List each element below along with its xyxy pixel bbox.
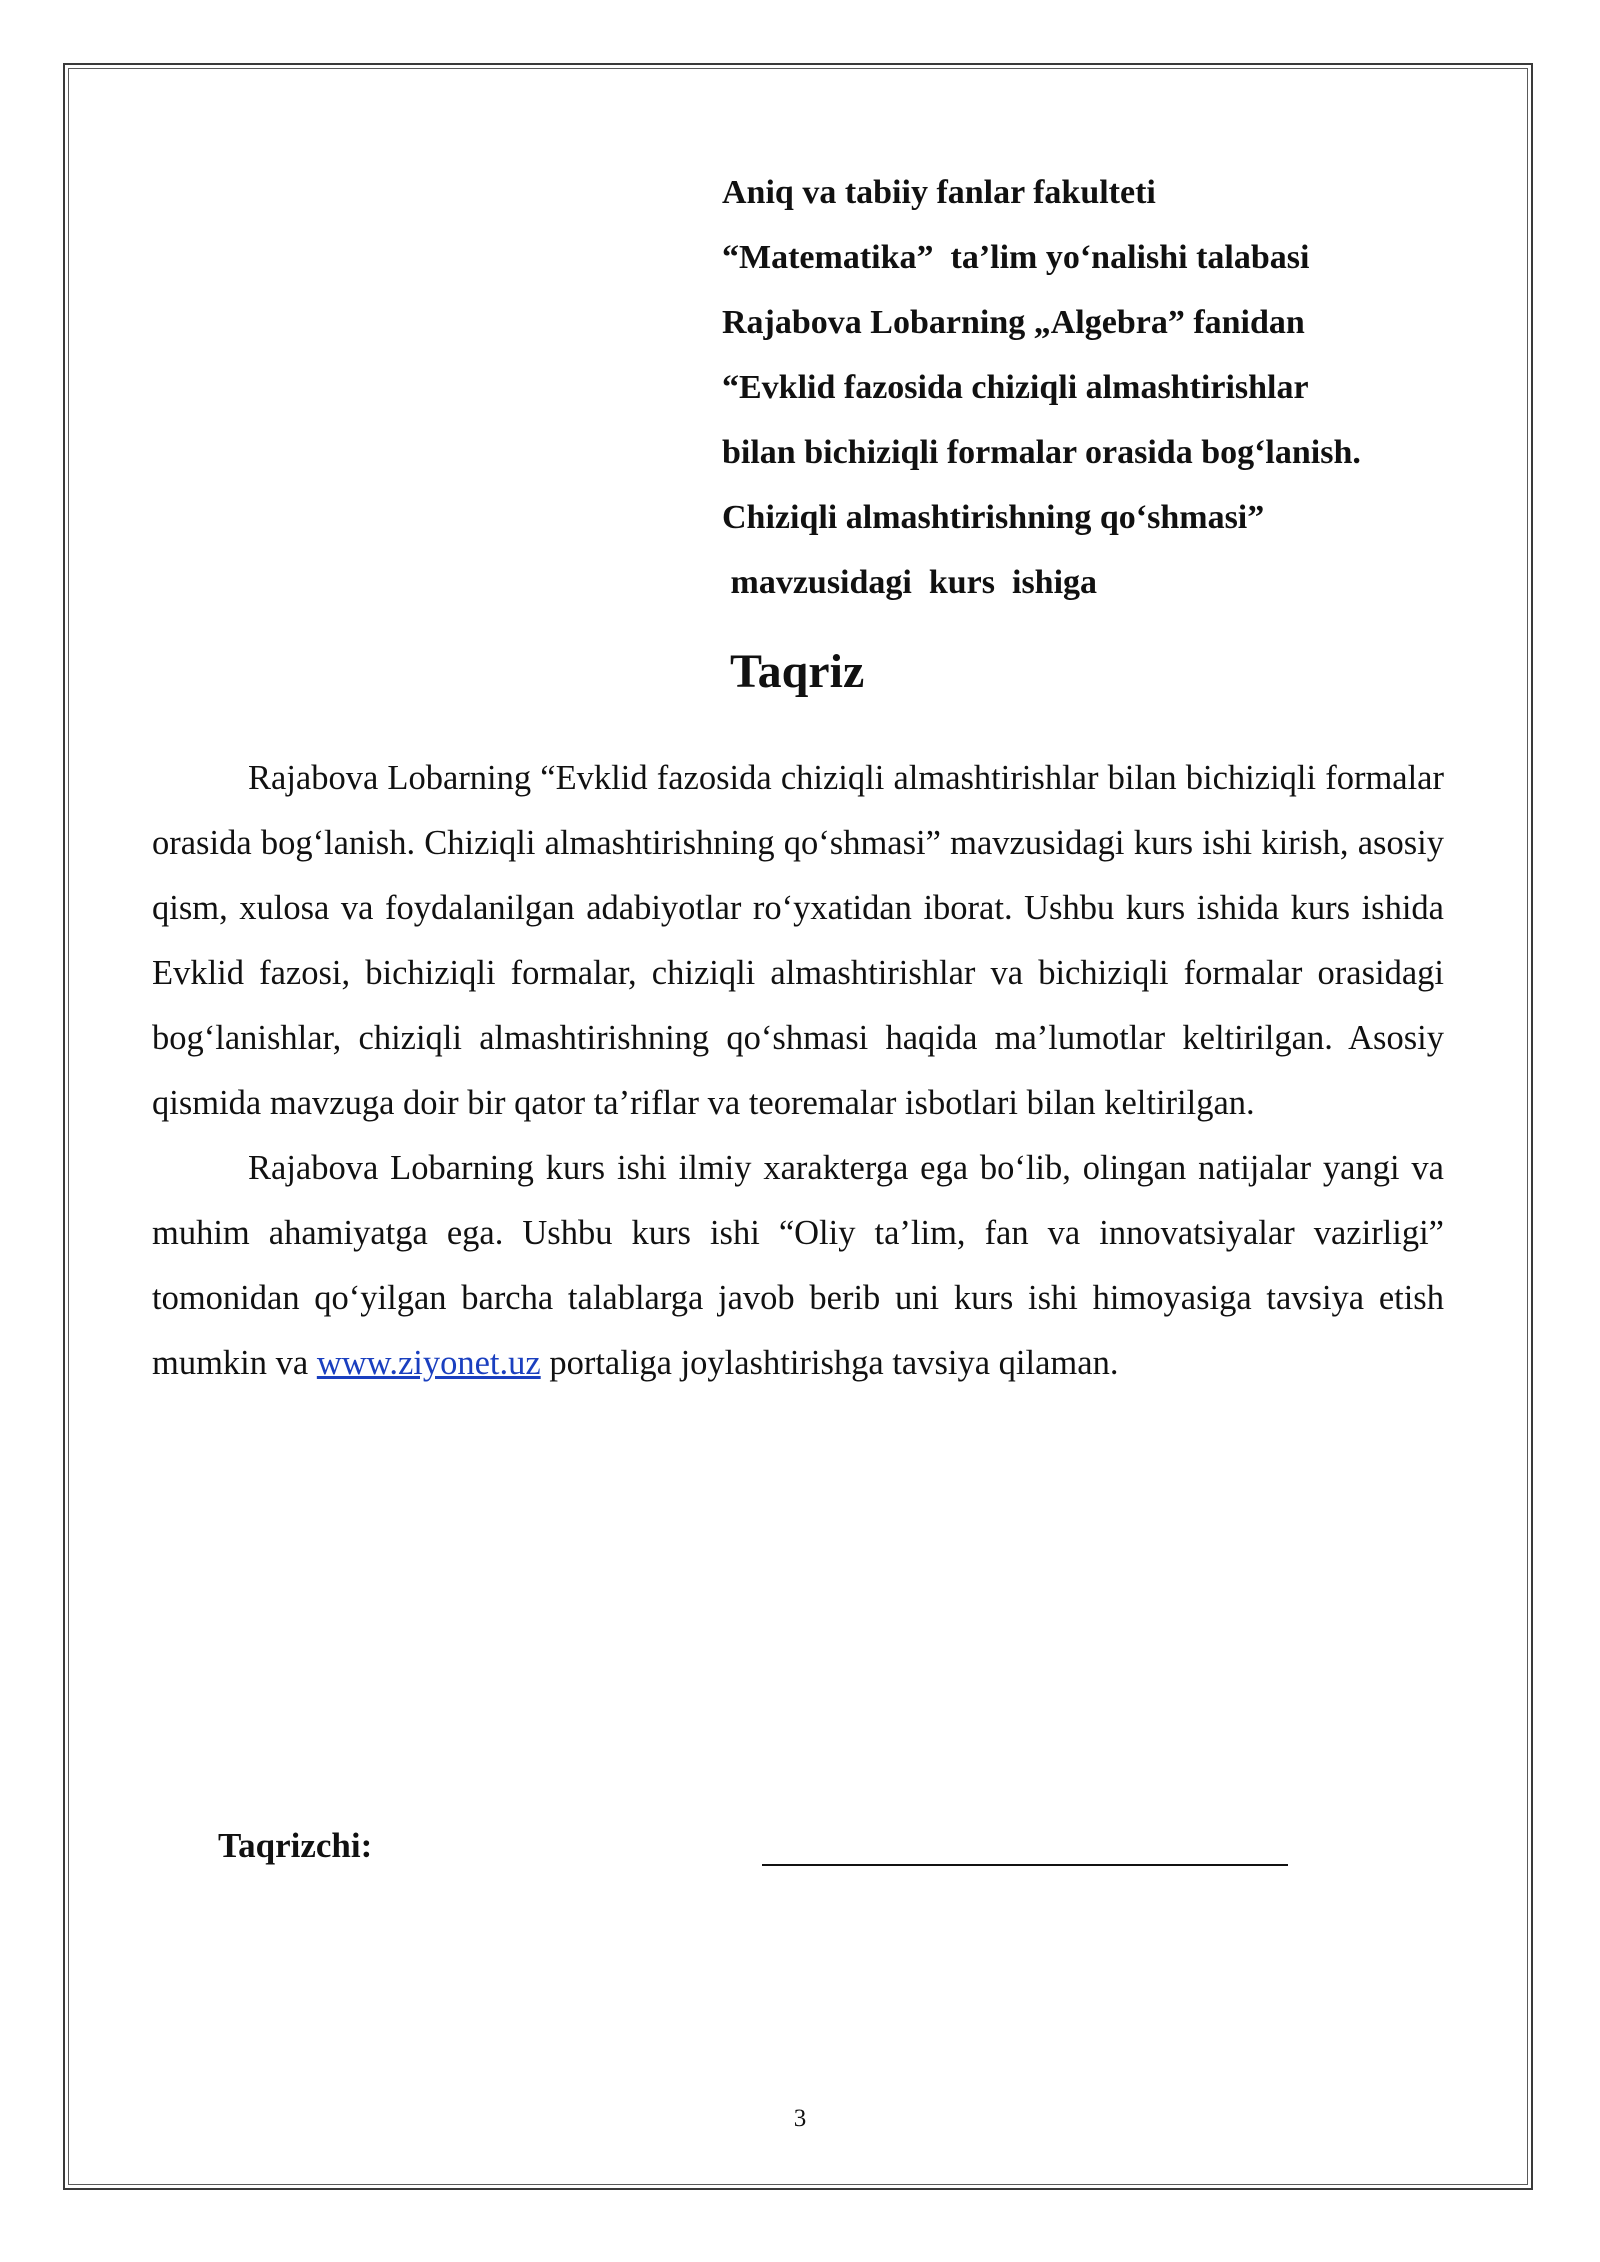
reviewer-label: Taqrizchi: bbox=[218, 1826, 373, 1865]
signature-line bbox=[762, 1864, 1288, 1866]
review-paragraph-1: Rajabova Lobarning “Evklid fazosida chiziqli almashtirishlar bilan bichiziqli formalar orasida bog‘lanish. Chiziqli almashtirishning qo‘shmasi” mavzusidagi kurs ishi kirish, asosiy qism, xulosa va foydalanilgan adabiyotlar ro‘yxatidan iborat. Ushbu kurs ishida kurs ishida Evklid fazosi, bichiziqli formalar, chiziqli almashtirishlar va bichiziqli formalar orasidagi bog‘lanishlar, chiziqli almashtirishning qo‘shmasi haqida ma’lumotlar keltirilgan. Asosiy qismida mavzuga doir bir qator ta’riflar va teoremalar isbotlari bilan keltirilgan. bbox=[152, 759, 1444, 1122]
review-paragraph-2-ending: portaliga joylashtirishga tavsiya qilaman. bbox=[540, 1344, 1119, 1382]
review-body bbox=[152, 746, 1444, 1396]
review-paragraph-2-text: Rajabova Lobarning kurs ishi ilmiy xarakterga ega bo‘lib, olingan natijalar yangi va muhim ahamiyatga ega. Ushbu kurs ishi “Oliy ta’lim, fan va innovatsiyalar vazirligi” tomonidan qo‘yilgan barcha talablarga javob berib uni kurs ishi himoyasiga tavsiya etish mumkin va bbox=[152, 1149, 1444, 1382]
header-line-coursework: mavzusidagi kurs ishiga bbox=[722, 564, 1098, 601]
header-line-student: Rajabova Lobarning „Algebra” fanidan bbox=[722, 304, 1305, 341]
document-header bbox=[722, 160, 1462, 615]
header-line-program: “Matematika” ta’lim yo‘nalishi talabasi bbox=[722, 239, 1310, 276]
page-number: 3 bbox=[793, 2105, 807, 2132]
header-line-faculty: Aniq va tabiiy fanlar fakulteti bbox=[722, 174, 1156, 211]
header-line-topic-3: Chiziqli almashtirishning qo‘shmasi” bbox=[722, 499, 1265, 536]
page-title: Taqriz bbox=[730, 645, 865, 698]
header-line-topic-2: bilan bichiziqli formalar orasida bog‘lanish. bbox=[722, 434, 1361, 471]
header-line-topic-1: “Evklid fazosida chiziqli almashtirishlar bbox=[722, 369, 1309, 406]
review-paragraph-2 bbox=[152, 1136, 1444, 1396]
ziyonet-link[interactable]: www.ziyonet.uz bbox=[316, 1344, 541, 1382]
